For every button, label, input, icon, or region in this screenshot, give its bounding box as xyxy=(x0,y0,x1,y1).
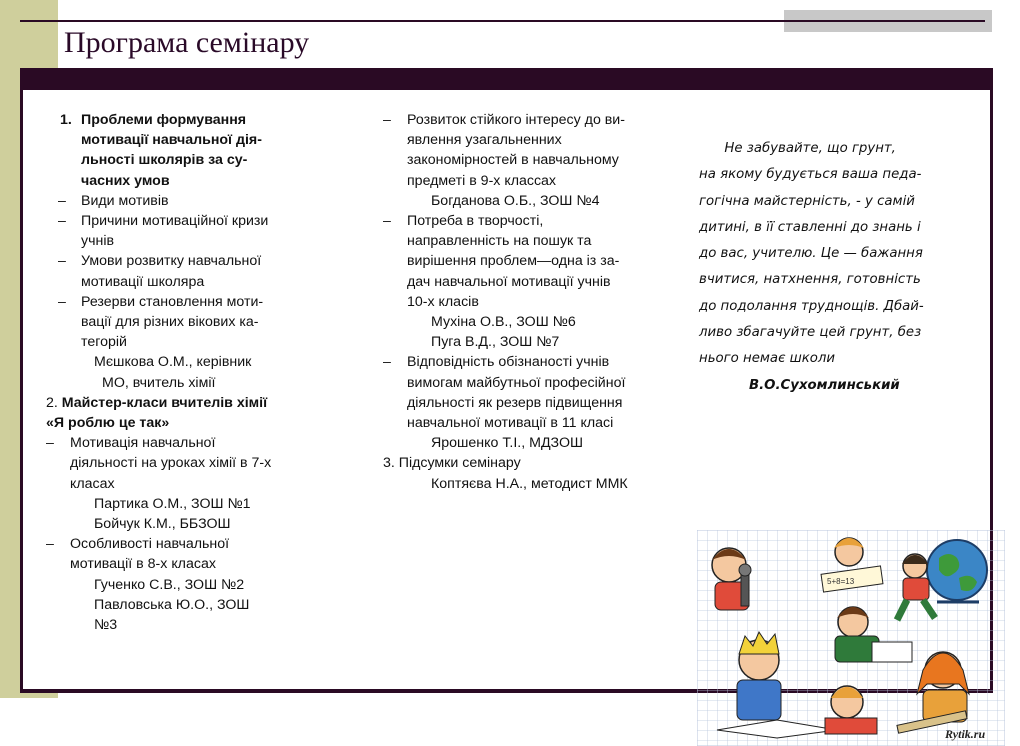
list-item xyxy=(46,251,306,291)
list-item-line: дач навчальної мотивації учнів xyxy=(407,273,611,290)
list-item-line: Відповідність обізнаності учнів xyxy=(407,354,610,371)
program-column-2 xyxy=(383,110,645,494)
list-item-line: вації для різних вікових ка- xyxy=(81,314,259,331)
quote-line: гогічна майстерність, - у самій xyxy=(699,193,915,209)
list-item-line: Резерви становлення моти- xyxy=(81,293,264,310)
content-frame xyxy=(20,68,993,741)
quote-line: на якому будується ваша педа- xyxy=(699,167,922,183)
list-item xyxy=(46,433,306,494)
section-1-heading xyxy=(46,110,306,191)
list-item-line: направленність на пошук та xyxy=(407,233,592,250)
list-item-line: Потреба в творчості, xyxy=(407,213,544,230)
list-item-line: предметі в 9-х классах xyxy=(407,172,557,189)
speaker xyxy=(383,474,645,494)
list-item-line: діяльності як резерв підвищення xyxy=(407,394,623,411)
dash-bullet: – xyxy=(58,192,66,209)
list-item-line: навчальної мотивації в 11 класі xyxy=(407,415,614,432)
list-item xyxy=(46,211,306,251)
section-1-title-line: мотивації навчальної дія- xyxy=(81,132,262,149)
globe-icon xyxy=(927,540,987,602)
list-item-line: Мотивація навчальної xyxy=(70,435,216,452)
quote-line: вчитися, натхнення, готовність xyxy=(699,272,921,288)
section-2-title-line: «Я роблю це так» xyxy=(46,415,170,432)
dash-bullet: – xyxy=(383,213,391,230)
section-2-number: 2. xyxy=(46,394,58,411)
list-item-line: учнів xyxy=(81,233,115,250)
section-1-title-line: Проблеми формування xyxy=(81,112,247,128)
quote-line: Не забувайте, що грунт, xyxy=(699,141,896,156)
list-item xyxy=(46,292,306,353)
dash-bullet: – xyxy=(58,253,66,270)
quote-line: ливо збагачуйте цей грунт, без xyxy=(699,325,922,341)
list-item-line: мотивації школяра xyxy=(81,273,205,290)
speaker-line: №3 xyxy=(94,617,118,634)
speaker xyxy=(383,191,645,211)
page-title: Програма семінару xyxy=(64,26,310,59)
watermark: Rytik.ru xyxy=(945,727,986,741)
list-item xyxy=(383,110,645,191)
speaker-line: Мєшкова О.М., керівник xyxy=(94,354,252,371)
list-item-line: 10-х класів xyxy=(407,293,479,310)
speaker-line: Ярошенко Т.І., МДЗОШ xyxy=(431,435,584,452)
speaker-line: Пуга В.Д., ЗОШ №7 xyxy=(431,334,560,351)
dash-bullet: – xyxy=(383,354,391,371)
list-item-line: Причини мотиваційної кризи xyxy=(81,213,269,230)
list-item-line: Види мотивів xyxy=(81,192,169,209)
speaker-line: Партика О.М., ЗОШ №1 xyxy=(94,495,251,512)
dash-bullet: – xyxy=(46,435,54,452)
dash-bullet: – xyxy=(46,536,54,553)
dash-bullet: – xyxy=(58,213,66,230)
section-2-title: Майстер-класи вчителів хімії xyxy=(61,394,268,411)
children-studying-illustration xyxy=(697,530,1005,746)
notebook-formula: 5+8=13 xyxy=(827,577,855,586)
speaker xyxy=(383,312,645,352)
speaker xyxy=(46,575,306,636)
list-item-line: Особливості навчальної xyxy=(70,536,230,553)
quote-line: дитині, в її ставленні до знань і xyxy=(699,219,921,235)
speaker-line: Бойчук К.М., ББЗОШ xyxy=(94,516,231,533)
list-item-line: Розвиток стійкого інтересу до ви- xyxy=(407,112,625,128)
dash-bullet: – xyxy=(58,293,66,310)
content-panel xyxy=(23,90,990,741)
section-1-number: 1. xyxy=(60,112,72,128)
speaker-line: Гученко С.В., ЗОШ №2 xyxy=(94,576,245,593)
list-item-line: мотивації в 8-х класах xyxy=(70,556,216,573)
sukhomlynsky-quote xyxy=(699,136,961,399)
quote-line: до вас, учителю. Це — бажання xyxy=(699,246,923,262)
list-item-line: закономірностей в навчальному xyxy=(407,152,619,169)
list-item-line: вирішення проблем—одна із за- xyxy=(407,253,620,270)
list-item xyxy=(383,211,645,312)
section-1-title-line: льності школярів за су- xyxy=(81,152,248,169)
program-column-1 xyxy=(46,110,306,635)
list-item-line: явлення узагальненних xyxy=(407,132,562,149)
top-divider xyxy=(20,20,985,22)
list-item xyxy=(46,534,306,574)
quote-author: В.О.Сухомлинський xyxy=(749,377,900,393)
list-item-line: класах xyxy=(70,475,115,492)
quote-line: нього немає школи xyxy=(699,351,836,367)
list-item-line: Умови розвитку навчальної xyxy=(81,253,262,270)
list-item-line: вимогам майбутньої професійної xyxy=(407,374,626,391)
speaker xyxy=(46,494,306,534)
list-item-line: діяльності на уроках хімії в 7-х xyxy=(70,455,272,472)
speaker-line: Богданова О.Б., ЗОШ №4 xyxy=(431,192,600,209)
speaker xyxy=(383,433,645,453)
list-item xyxy=(383,352,645,433)
section-2-heading xyxy=(46,393,306,433)
section-1-title-line: часних умов xyxy=(81,172,170,189)
section-3-heading: 3. Підсумки семінару xyxy=(383,455,521,472)
speaker-line: Коптяєва Н.А., методист ММК xyxy=(431,475,628,492)
speaker-line: Павловська Ю.О., ЗОШ xyxy=(94,596,250,613)
dash-bullet: – xyxy=(383,112,391,128)
list-item xyxy=(46,191,306,211)
list-item-line: тегорій xyxy=(81,334,127,351)
speaker xyxy=(46,352,306,392)
speaker-line: Мухіна О.В., ЗОШ №6 xyxy=(431,314,576,331)
speaker-line: МО, вчитель хімії xyxy=(102,374,216,391)
quote-line: до подолання труднощів. Дбай- xyxy=(699,298,924,314)
